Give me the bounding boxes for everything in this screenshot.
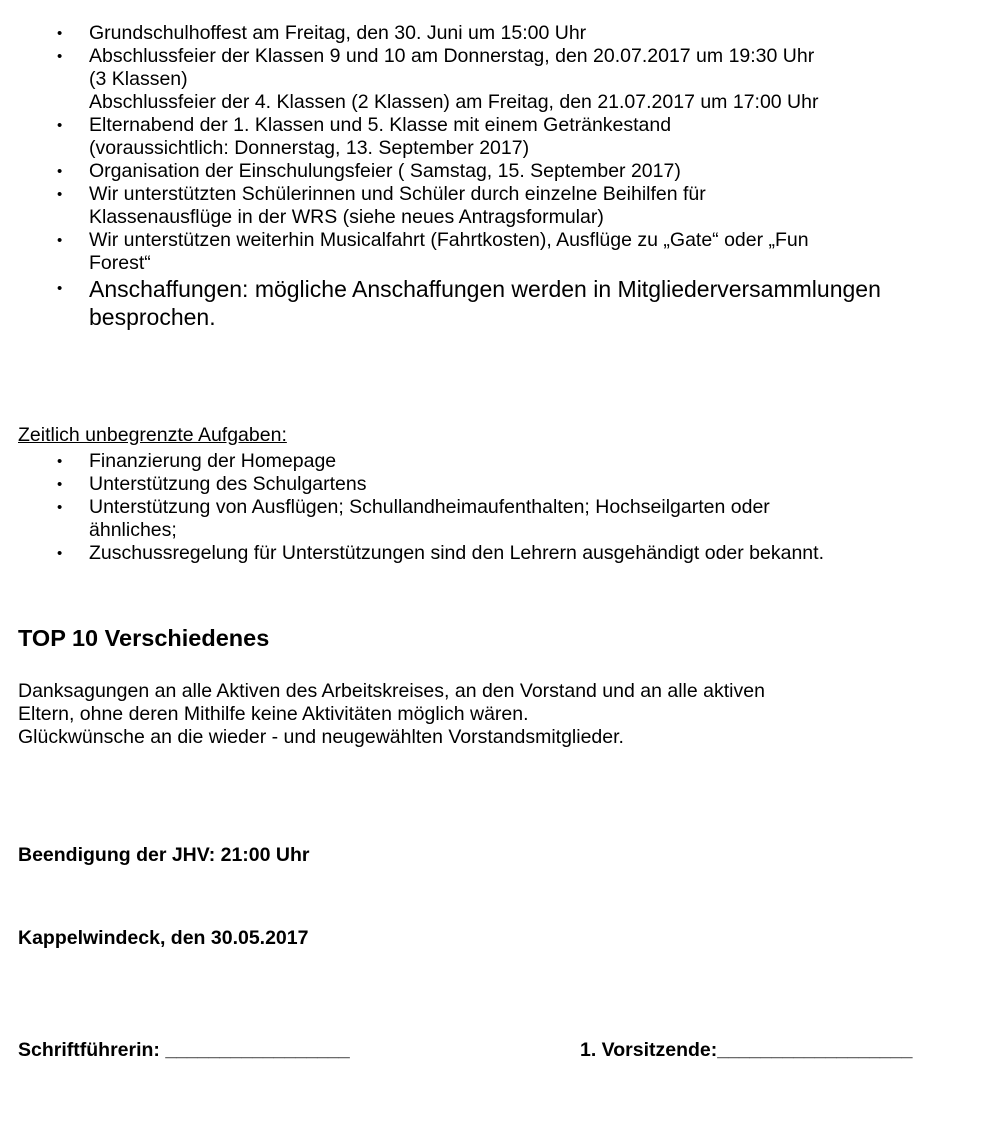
bullet-icon: • — [57, 280, 63, 297]
list-item-text-continued: besprochen. — [89, 304, 216, 330]
place-and-date: Kappelwindeck, den 30.05.2017 — [18, 927, 309, 949]
list-item-text-continued: ähnliches; — [89, 519, 177, 541]
paragraph-line: Danksagungen an alle Aktiven des Arbeitskreises, an den Vorstand und an alle aktiven — [18, 680, 765, 702]
list-item-text: Anschaffungen: mögliche Anschaffungen werden in Mitgliederversammlungen — [89, 276, 881, 302]
list-item-text-continued: Forest“ — [89, 252, 151, 274]
signature-secretary: Schriftführerin: _________________ — [18, 1039, 350, 1061]
list-item — [0, 542, 1000, 565]
bullet-icon: • — [57, 117, 63, 134]
list-item — [0, 229, 1000, 275]
bullet-icon: • — [57, 232, 63, 249]
paragraph-line: Eltern, ohne deren Mithilfe keine Aktivitäten möglich wären. — [18, 703, 529, 725]
list-item — [0, 496, 1000, 542]
list-item-text: Grundschulhoffest am Freitag, den 30. Juni um 15:00 Uhr — [89, 22, 587, 44]
list-item-text-continued: (voraussichtlich: Donnerstag, 13. September 2017) — [89, 137, 530, 159]
meeting-end-time: Beendigung der JHV: 21:00 Uhr — [18, 844, 310, 866]
ongoing-tasks-list — [0, 450, 1000, 565]
list-item-text: Organisation der Einschulungsfeier ( Samstag, 15. September 2017) — [89, 160, 681, 182]
section-heading: TOP 10 Verschiedenes — [18, 625, 270, 651]
list-item — [0, 22, 1000, 45]
list-item-text: Zuschussregelung für Unterstützungen sind den Lehrern ausgehändigt oder bekannt. — [89, 542, 824, 564]
paragraph-line: Glückwünsche an die wieder - und neugewählten Vorstandsmitglieder. — [18, 726, 624, 748]
list-item-text: Abschlussfeier der Klassen 9 und 10 am Donnerstag, den 20.07.2017 um 19:30 Uhr — [89, 45, 815, 67]
list-item — [0, 450, 1000, 473]
list-item — [0, 160, 1000, 183]
bullet-icon: • — [57, 186, 63, 203]
closing-paragraph — [18, 680, 765, 749]
events-list — [0, 22, 1000, 331]
list-item-text-continued: Abschlussfeier der 4. Klassen (2 Klassen) am Freitag, den 21.07.2017 um 17:00 Uhr — [89, 91, 819, 113]
section-label: Zeitlich unbegrenzte Aufgaben: — [18, 424, 287, 446]
list-item-text-continued: (3 Klassen) — [89, 68, 188, 90]
list-item-text: Wir unterstützen weiterhin Musicalfahrt (Fahrtkosten), Ausflüge zu „Gate“ oder „Fun — [89, 229, 809, 251]
bullet-icon: • — [57, 48, 63, 65]
list-item — [0, 473, 1000, 496]
signature-chairperson: 1. Vorsitzende:__________________ — [580, 1039, 913, 1061]
list-item — [0, 45, 1000, 114]
list-item-text: Unterstützung des Schulgartens — [89, 473, 367, 495]
bullet-icon: • — [57, 476, 63, 493]
bullet-icon: • — [57, 453, 63, 470]
list-item — [0, 114, 1000, 160]
list-item-text-continued: Klassenausflüge in der WRS (siehe neues Antragsformular) — [89, 206, 604, 228]
bullet-icon: • — [57, 163, 63, 180]
bullet-icon: • — [57, 545, 63, 562]
list-item-text: Finanzierung der Homepage — [89, 450, 337, 472]
list-item-text: Wir unterstützten Schülerinnen und Schüler durch einzelne Beihilfen für — [89, 183, 706, 205]
bullet-icon: • — [57, 499, 63, 516]
list-item-text: Unterstützung von Ausflügen; Schullandheimaufenthalten; Hochseilgarten oder — [89, 496, 770, 518]
list-item-text: Elternabend der 1. Klassen und 5. Klasse mit einem Getränkestand — [89, 114, 672, 136]
list-item — [0, 183, 1000, 229]
bullet-icon: • — [57, 25, 63, 42]
list-item — [0, 275, 1000, 331]
